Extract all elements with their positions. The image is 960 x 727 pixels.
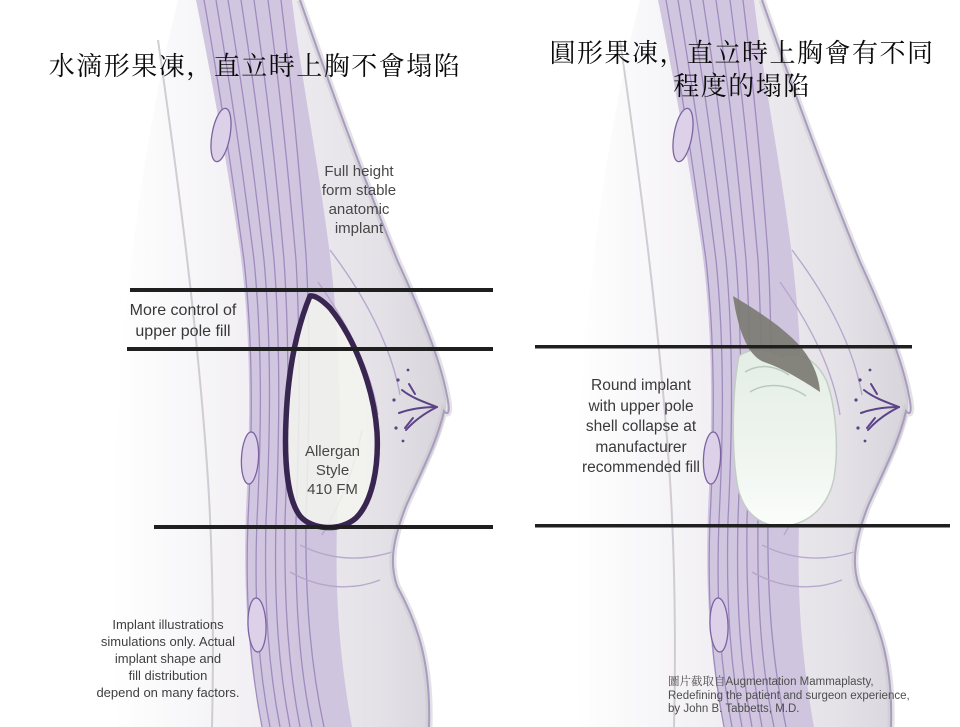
label-line: implant [334,220,384,237]
disclaimer-line: fill distribution [128,668,208,683]
label-line: upper pole fill [135,323,231,340]
label-line: 410 FM [307,481,358,498]
label-line: manufacturer [595,438,687,456]
citation-line: Redefining the patient and surgeon experience, [668,689,910,702]
label-line: anatomic [328,201,390,218]
left-panel-title: 水滴形果凍，直立時上胸不會塌陷 [48,51,462,81]
disclaimer-line: depend on many factors. [96,685,240,700]
right-panel-title [532,37,952,103]
disclaimer-line: simulations only. Actual [100,634,236,649]
disclaimer-line: Implant illustrations [112,617,224,632]
label-line: Style [315,462,350,479]
right-title-line-1: 圓形果凍，直立時上胸會有不同 [549,38,935,68]
label-line: Round implant [591,377,691,394]
label-line: Full height [324,163,394,180]
disclaimer-line: implant shape and [114,651,222,666]
round-implant-label [563,376,719,479]
upper-pole-fill-label [113,300,253,342]
full-height-implant-label [297,162,421,238]
label-line: Allergan [304,443,361,460]
label-line: with upper pole [588,397,694,415]
citation-line: by John B. Tabbetts, M.D. [668,703,800,715]
citation-line: 圖片截取自Augmentation Mammaplasty, [668,676,874,688]
round-implant-body [733,350,836,526]
disclaimer-note [86,616,250,701]
label-line: recommended fill [581,459,701,476]
label-line: form stable [321,182,397,199]
image-source-citation [668,676,956,717]
allergan-style-label [284,442,381,499]
right-illustration [535,0,950,727]
label-line: More control of [129,302,237,319]
label-line: shell collapse at [585,418,697,435]
right-title-line-2: 程度的塌陷 [673,71,811,101]
